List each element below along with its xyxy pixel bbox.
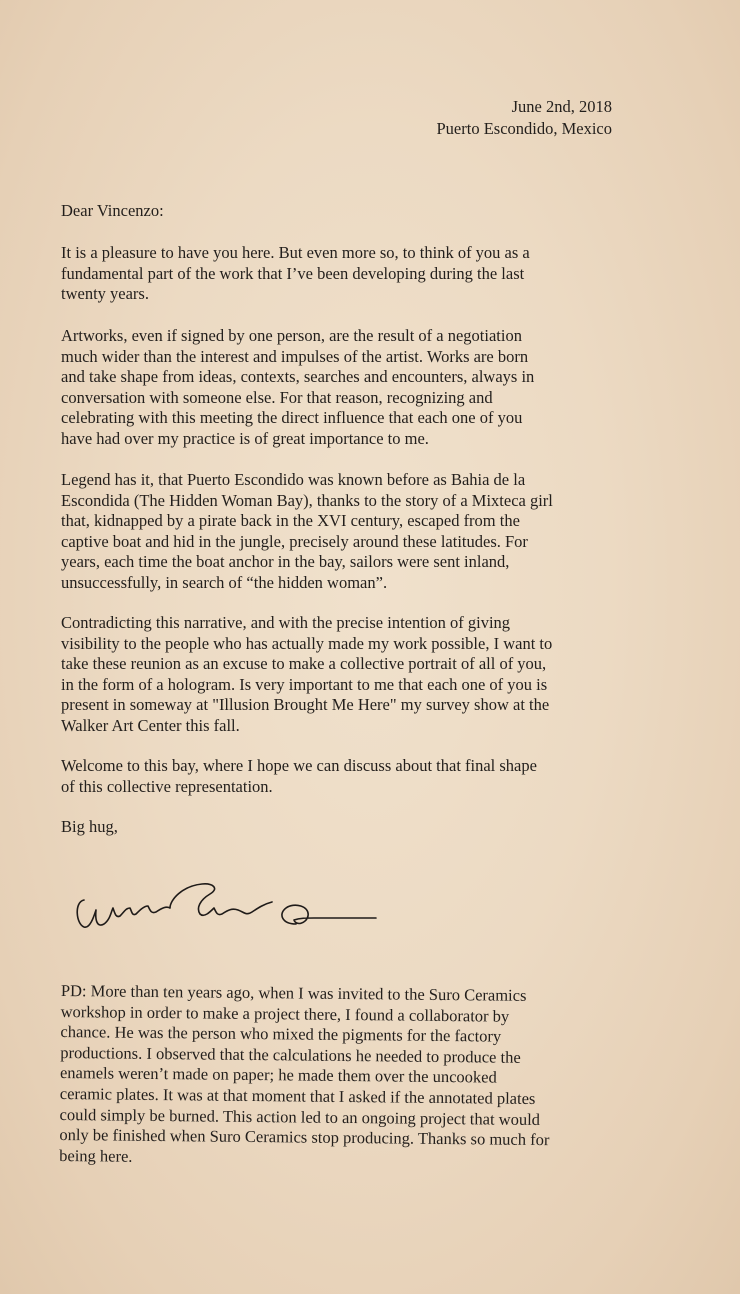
text-line: It is a pleasure to have you here. But even more so, to think of you as a	[61, 243, 530, 262]
text-line: being here.	[59, 1145, 133, 1166]
text-line: Legend has it, that Puerto Escondido was known before as Bahia de la	[61, 470, 526, 489]
text-line: ceramic plates. It was at that moment that I asked if the annotated plates	[59, 1083, 536, 1108]
text-line: PD: More than ten years ago, when I was invited to the Suro Ceramics	[60, 981, 527, 1005]
text-line: present in someway at "Illusion Brought Me Here" my survey show at the	[61, 695, 550, 715]
text-line: and take shape from ideas, contexts, searches and encounters, always in	[61, 367, 535, 387]
text-line: Escondida (The Hidden Woman Bay), thanks to the story of a Mixteca girl	[61, 490, 553, 510]
letter-header	[436, 96, 612, 140]
text-line: chance. He was the person who mixed the pigments for the factory	[60, 1022, 502, 1046]
paragraph-4	[61, 613, 621, 737]
text-line: years, each time the boat anchor in the bay, sailors were sent inland,	[61, 552, 510, 572]
signature-stroke	[77, 884, 376, 927]
text-line: could simply be burned. This action led to an ongoing project that would	[59, 1104, 541, 1129]
text-line: in the form of a hologram. Is very important to me that each one of you is	[61, 674, 548, 694]
text-line: have had over my practice is of great importance to me.	[61, 428, 429, 448]
text-line: captive boat and hid in the jungle, precisely around these latitudes. For	[61, 531, 528, 551]
text-line: fundamental part of the work that I’ve been developing during the last	[61, 263, 525, 283]
text-line: unsuccessfully, in search of “the hidden woman”.	[61, 572, 388, 592]
postscript	[59, 981, 621, 1172]
paragraph-2	[61, 326, 621, 450]
text-line: take these reunion as an excuse to make a collective portrait of all of you,	[61, 654, 547, 674]
text-line: celebrating with this meeting the direct influence that each one of you	[61, 408, 523, 428]
text-line: twenty years.	[61, 284, 149, 304]
text-line: workshop in order to make a project there, I found a collaborator by	[60, 1001, 510, 1026]
text-line: of this collective representation.	[61, 776, 273, 796]
paragraph-5	[61, 756, 621, 797]
paragraph-1	[61, 243, 621, 305]
text-line: enamels weren’t made on paper; he made them over the uncooked	[59, 1063, 497, 1087]
text-line: only be finished when Suro Ceramics stop producing. Thanks so much for	[59, 1125, 550, 1150]
text-line: Contradicting this narrative, and with the precise intention of giving	[61, 613, 511, 632]
closing: Big hug,	[61, 817, 118, 836]
paragraph-3	[61, 470, 621, 594]
text-line: Artworks, even if signed by one person, are the result of a negotiation	[61, 326, 522, 345]
signature	[70, 872, 390, 942]
text-line: Walker Art Center this fall.	[61, 715, 240, 735]
text-line: Welcome to this bay, where I hope we can discuss about that final shape	[61, 756, 537, 775]
text-line: productions. I observed that the calculations he needed to produce the	[60, 1042, 521, 1067]
text-line: that, kidnapped by a pirate back in the XVI century, escaped from the	[61, 511, 520, 531]
text-line: visibility to the people who has actually made my work possible, I want to	[61, 633, 553, 653]
text-line: much wider than the interest and impulses of the artist. Works are born	[61, 346, 529, 366]
letter-date: June 2nd, 2018	[511, 97, 612, 116]
text-line: conversation with someone else. For that reason, recognizing and	[61, 387, 493, 407]
salutation: Dear Vincenzo:	[61, 201, 164, 220]
letter-place: Puerto Escondido, Mexico	[436, 119, 612, 138]
